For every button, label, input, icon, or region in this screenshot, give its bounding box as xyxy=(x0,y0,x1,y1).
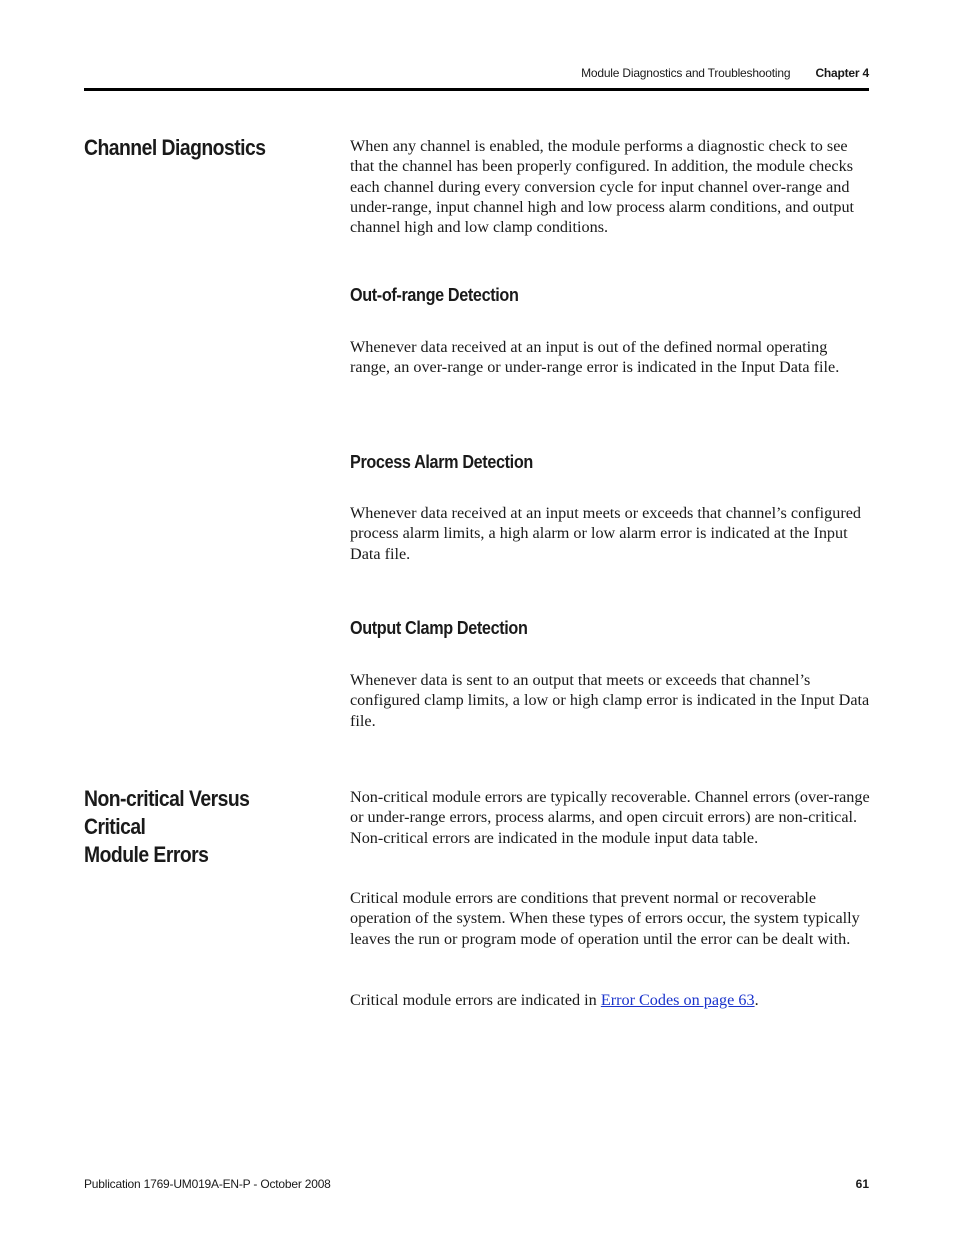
header-rule xyxy=(84,88,869,91)
paragraph-process-alarm-detection: Whenever data received at an input meets or exceeds that channel’s configured process alarm limits, a high alarm or low alarm error is indicated at the Input Data file. xyxy=(350,504,862,563)
heading-channel-diagnostics: Channel Diagnostics xyxy=(84,135,266,160)
footer-publication: Publication 1769-UM019A-EN-P - October 2008 xyxy=(84,1177,331,1191)
reference-prefix: Critical module errors are indicated in xyxy=(350,991,601,1009)
reference-suffix: . xyxy=(754,991,759,1009)
header-chapter-label: Chapter 4 xyxy=(815,66,869,80)
paragraph-output-clamp-detection: Whenever data is sent to an output that meets or exceeds that channel’s configured clamp limits, a low or high clamp error is indicated in the Input Data file. xyxy=(350,671,870,730)
paragraph-critical-errors: Critical module errors are conditions that prevent normal or recoverable operation of the system. When these types of errors occur, the system typically leaves the run or program mode of operation until the error can be dealt with. xyxy=(350,889,860,948)
header-section-title: Module Diagnostics and Troubleshooting xyxy=(581,66,791,80)
subheading-process-alarm-detection: Process Alarm Detection xyxy=(350,452,533,472)
subheading-output-clamp-detection: Output Clamp Detection xyxy=(350,618,528,638)
paragraph-out-of-range-detection: Whenever data received at an input is out of the defined normal operating range, an over-range or under-range error is indicated in the Input Data file. xyxy=(350,338,840,377)
paragraph-channel-diagnostics-intro: When any channel is enabled, the module performs a diagnostic check to see that the channel has been properly configured. In addition, the module checks each channel during every conversion cycle for input channel over-range and under-range, input channel high and low process alarm conditions, and output channel high and low clamp conditions. xyxy=(350,137,855,237)
running-header xyxy=(84,66,869,80)
paragraph-noncritical-errors: Non-critical module errors are typically recoverable. Channel errors (over-range or under-range errors, process alarms, and open circuit errors) are non-critical. Non-critical errors are indicated in the module input data table. xyxy=(350,788,870,847)
footer-page-number: 61 xyxy=(855,1177,869,1191)
paragraph-critical-errors-reference xyxy=(350,990,870,1010)
heading-noncritical-versus-critical xyxy=(84,785,308,869)
subheading-out-of-range-detection: Out-of-range Detection xyxy=(350,285,519,305)
heading-line-2: Module Errors xyxy=(84,842,209,867)
heading-line-1: Non-critical Versus Critical xyxy=(84,786,250,839)
error-codes-link[interactable]: Error Codes on page 63 xyxy=(600,991,755,1009)
